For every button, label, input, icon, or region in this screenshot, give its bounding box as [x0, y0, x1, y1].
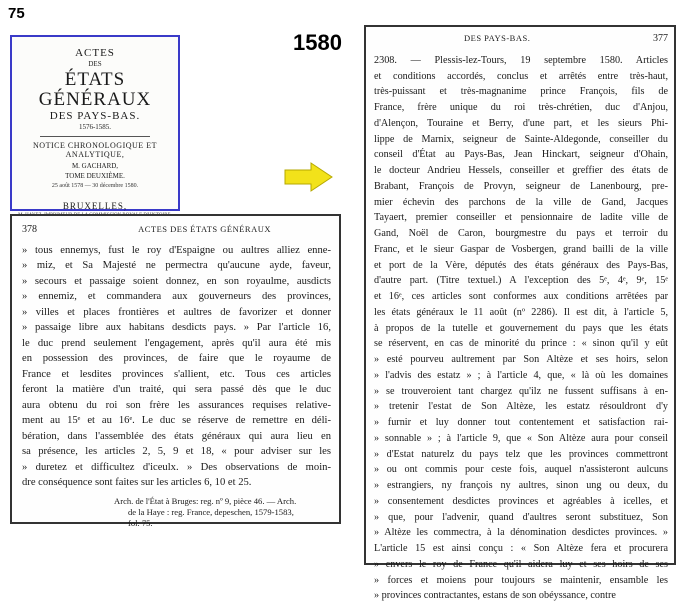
text-line: Franc, et le sieur Gaspar de Vosbergen, grand bailli de la ville: [374, 243, 668, 255]
text-line: » consentement desdictes provinces et agréables à icelles, et: [374, 495, 668, 507]
text-line: » se trouveroient tant chargez qu'ilz ne fussent suffisans à en-: [374, 385, 668, 397]
cover-etats-generaux: ÉTATS GÉNÉRAUX: [38, 69, 152, 110]
text-line: et conditions accordés, conclus et arrêtés entre très-haut,: [374, 70, 668, 82]
cover-pays-bas: DES PAYS-BAS.: [49, 110, 141, 122]
text-line: » ou ont commis pour ceste fois, auquel n'assisteront aulcuns: [374, 464, 668, 476]
cover-date-range: 25 août 1578 — 30 décembre 1580.: [51, 183, 139, 189]
scan-page-377: [364, 25, 676, 602]
text-line: » ennemiz, et commandera aux gouverneurs des provinces,: [22, 291, 331, 302]
text-line: de la Haye : reg. France, depeschen, 1579-1583,: [128, 506, 294, 517]
text-line: ment au 15ᵉ et au 16ᵉ. Le duc se réserve de remettre en déli-: [22, 415, 331, 426]
text-line: lippe de Marnix, seigneur de Sainte-Aldegonde, conseiller du: [374, 133, 668, 145]
page-header: [374, 31, 668, 47]
body-text: [22, 243, 331, 491]
text-line: d'autre part. (Titre textuel.) A l'exception des 5ᵉ, 4ᵉ, 9ᵉ, 15ᵉ: [374, 275, 668, 287]
yellow-arrow-icon: [284, 162, 334, 192]
year-label: 1580: [293, 30, 342, 55]
archive-reference: [22, 496, 331, 529]
text-line: » tretenir l'estat de Son Altèze, les estatz résouldront d'y: [374, 401, 668, 413]
text-line: et 16ᵉ, ces articles sont conformes aux conditions arrêtées par: [374, 291, 668, 302]
text-line: le docteur Andrieu Hessels, conseiller et greffier des états de: [374, 165, 668, 176]
text-line: L'article 15 est ainsi conçu : « Son Altèze fera et procurera: [374, 543, 668, 554]
text-line: » esté pourveu aultrement par Son Altèze et ses hoirs, selon: [374, 354, 668, 365]
running-head: DES PAYS-BAS.: [464, 33, 531, 43]
text-line: » duretez et difficultez d'iceulx. » Des observations de moin-: [22, 461, 331, 473]
text-line: mier échevin des parchons de la ville de Gand, Jacques: [374, 196, 668, 208]
scan-page-378: [10, 214, 341, 528]
text-line: » estrangiers, ny françois ny aultres, sinon ung ou deux, du: [374, 480, 668, 491]
text-line: Tayaert, premier conseiller et pensionnaire de ladite ville de: [374, 212, 668, 224]
text-line: Arch. de l'État à Bruges: reg. nº 9, pièce 46. — Arch.: [114, 495, 297, 506]
text-line: » l'advis des estatz » ; à l'article 4, que, « là où les domaines: [374, 369, 668, 381]
text-line: 2308. — Plessis-lez-Tours, 19 septembre 1580. Articles: [374, 54, 668, 66]
text-line: se réservent, en cas de minorité du prince : « sinon qu'il y eût: [374, 338, 668, 350]
text-line: sa présence, les articles 2, 5, 9 et 18, « pour adviser sur les: [22, 446, 331, 457]
volume-number-label: 75: [8, 5, 25, 22]
text-line: Gand, Noël de Caron, bourgmestre du pays et terroir du: [374, 228, 668, 239]
text-line: conseil d'État au Pays-Bas, Jean Hinckart, seigneur d'Ohain,: [374, 149, 668, 161]
page-number: 378: [22, 224, 37, 235]
page-header: [22, 222, 331, 238]
text-line: d'Alençon, Touraine et Berry, d'une part, et les sieurs Phi-: [374, 117, 668, 129]
cover-des: DES: [88, 60, 102, 68]
text-line: » sonnable » ; à l'article 9, que « Son Altèze aura pour conseil: [374, 432, 668, 444]
cover-city: BRUXELLES,: [62, 201, 128, 211]
cover-author: M. GACHARD,: [71, 162, 119, 170]
text-line: » secours et passaige soient donnez, en son royaulme, ausdicts: [22, 275, 331, 287]
text-line: à propos de la tutelle et gouvernement du pays que les états: [374, 322, 668, 334]
text-line: » Altèze les commectra, à la dénomination desdictes provinces. »: [374, 527, 668, 539]
cover-subtitle: NOTICE CHRONOLOGIQUE ET ANALYTIQUE,: [33, 141, 157, 159]
text-line: très-puissant et très-magnanime prince François, fils de: [374, 86, 668, 98]
cover-years: 1576-1585.: [78, 123, 112, 131]
running-head: ACTES DES ÉTATS GÉNÉRAUX: [138, 224, 271, 234]
cover-actes: ACTES: [75, 47, 115, 59]
page-number: 377: [653, 33, 668, 44]
body-text: [374, 53, 668, 604]
text-line: en possession des provinces, de faire que le royaume de: [22, 353, 331, 364]
text-line: » villes et places frontières et aultres de favorizer et donner: [22, 306, 331, 318]
text-line: France, frère unique du roi très-chrétien, duc d'Anjou,: [374, 102, 668, 113]
text-line: » envers le roy de France qu'il aidera luy et ses hoirs de ses: [374, 558, 668, 570]
text-line: fol. 75.: [128, 517, 153, 528]
cover-tome: TOME DEUXIÈME.: [65, 172, 125, 180]
text-line: » furnir et luy donner tout contentement et satisfaction rai-: [374, 417, 668, 428]
text-line: » provinces contractantes, estans de son obéyssance, contre: [374, 590, 616, 602]
text-line: » forces et moiens pour toujours se maintenir, ensamble les: [374, 574, 668, 586]
text-line: dre conséquence sont faites sur les articles 6, 10 et 25.: [22, 477, 252, 488]
text-line: » que, pour l'advenir, quand d'aultres seront substituez, Son: [374, 511, 668, 523]
text-line: » passaige libre aux habitans desdicts pays. » Par l'article 16,: [22, 322, 331, 333]
book-title-page: [10, 35, 180, 211]
text-line: les états généraux le 11 août (nº 2286). Il est dit, à l'article 5,: [374, 306, 668, 318]
text-line: » tous ennemys, fust le roy d'Espaigne ou aultres alliez enne-: [22, 244, 331, 256]
text-line: bération, dans l'assemblée des états généraux qui aura lieu en: [22, 430, 331, 442]
text-line: et port de la Vère, députés des états généraux des Pays-Bas,: [374, 259, 668, 271]
text-line: feront la matière d'un traité, qui sera passé dès que le duc: [22, 384, 331, 395]
text-line: aura obtenu du roi son frère les assurances requises relative-: [22, 399, 331, 411]
cover-rule: [40, 136, 150, 137]
text-line: France et lesdites provinces s'allient, etc. Tous ces articles: [22, 368, 331, 380]
text-line: » miz, et Sa Majesté ne permectra qu'aucune ayde, faveur,: [22, 260, 331, 271]
text-line: le duc prend seulement l'engagement, après qu'il aura été mis: [22, 337, 331, 349]
text-line: » d'Estat naturelz du pays telz que les provinces commettront: [374, 448, 668, 460]
text-line: Brabant, François de Provyn, seigneur de Lanenbourg, pre-: [374, 180, 668, 192]
